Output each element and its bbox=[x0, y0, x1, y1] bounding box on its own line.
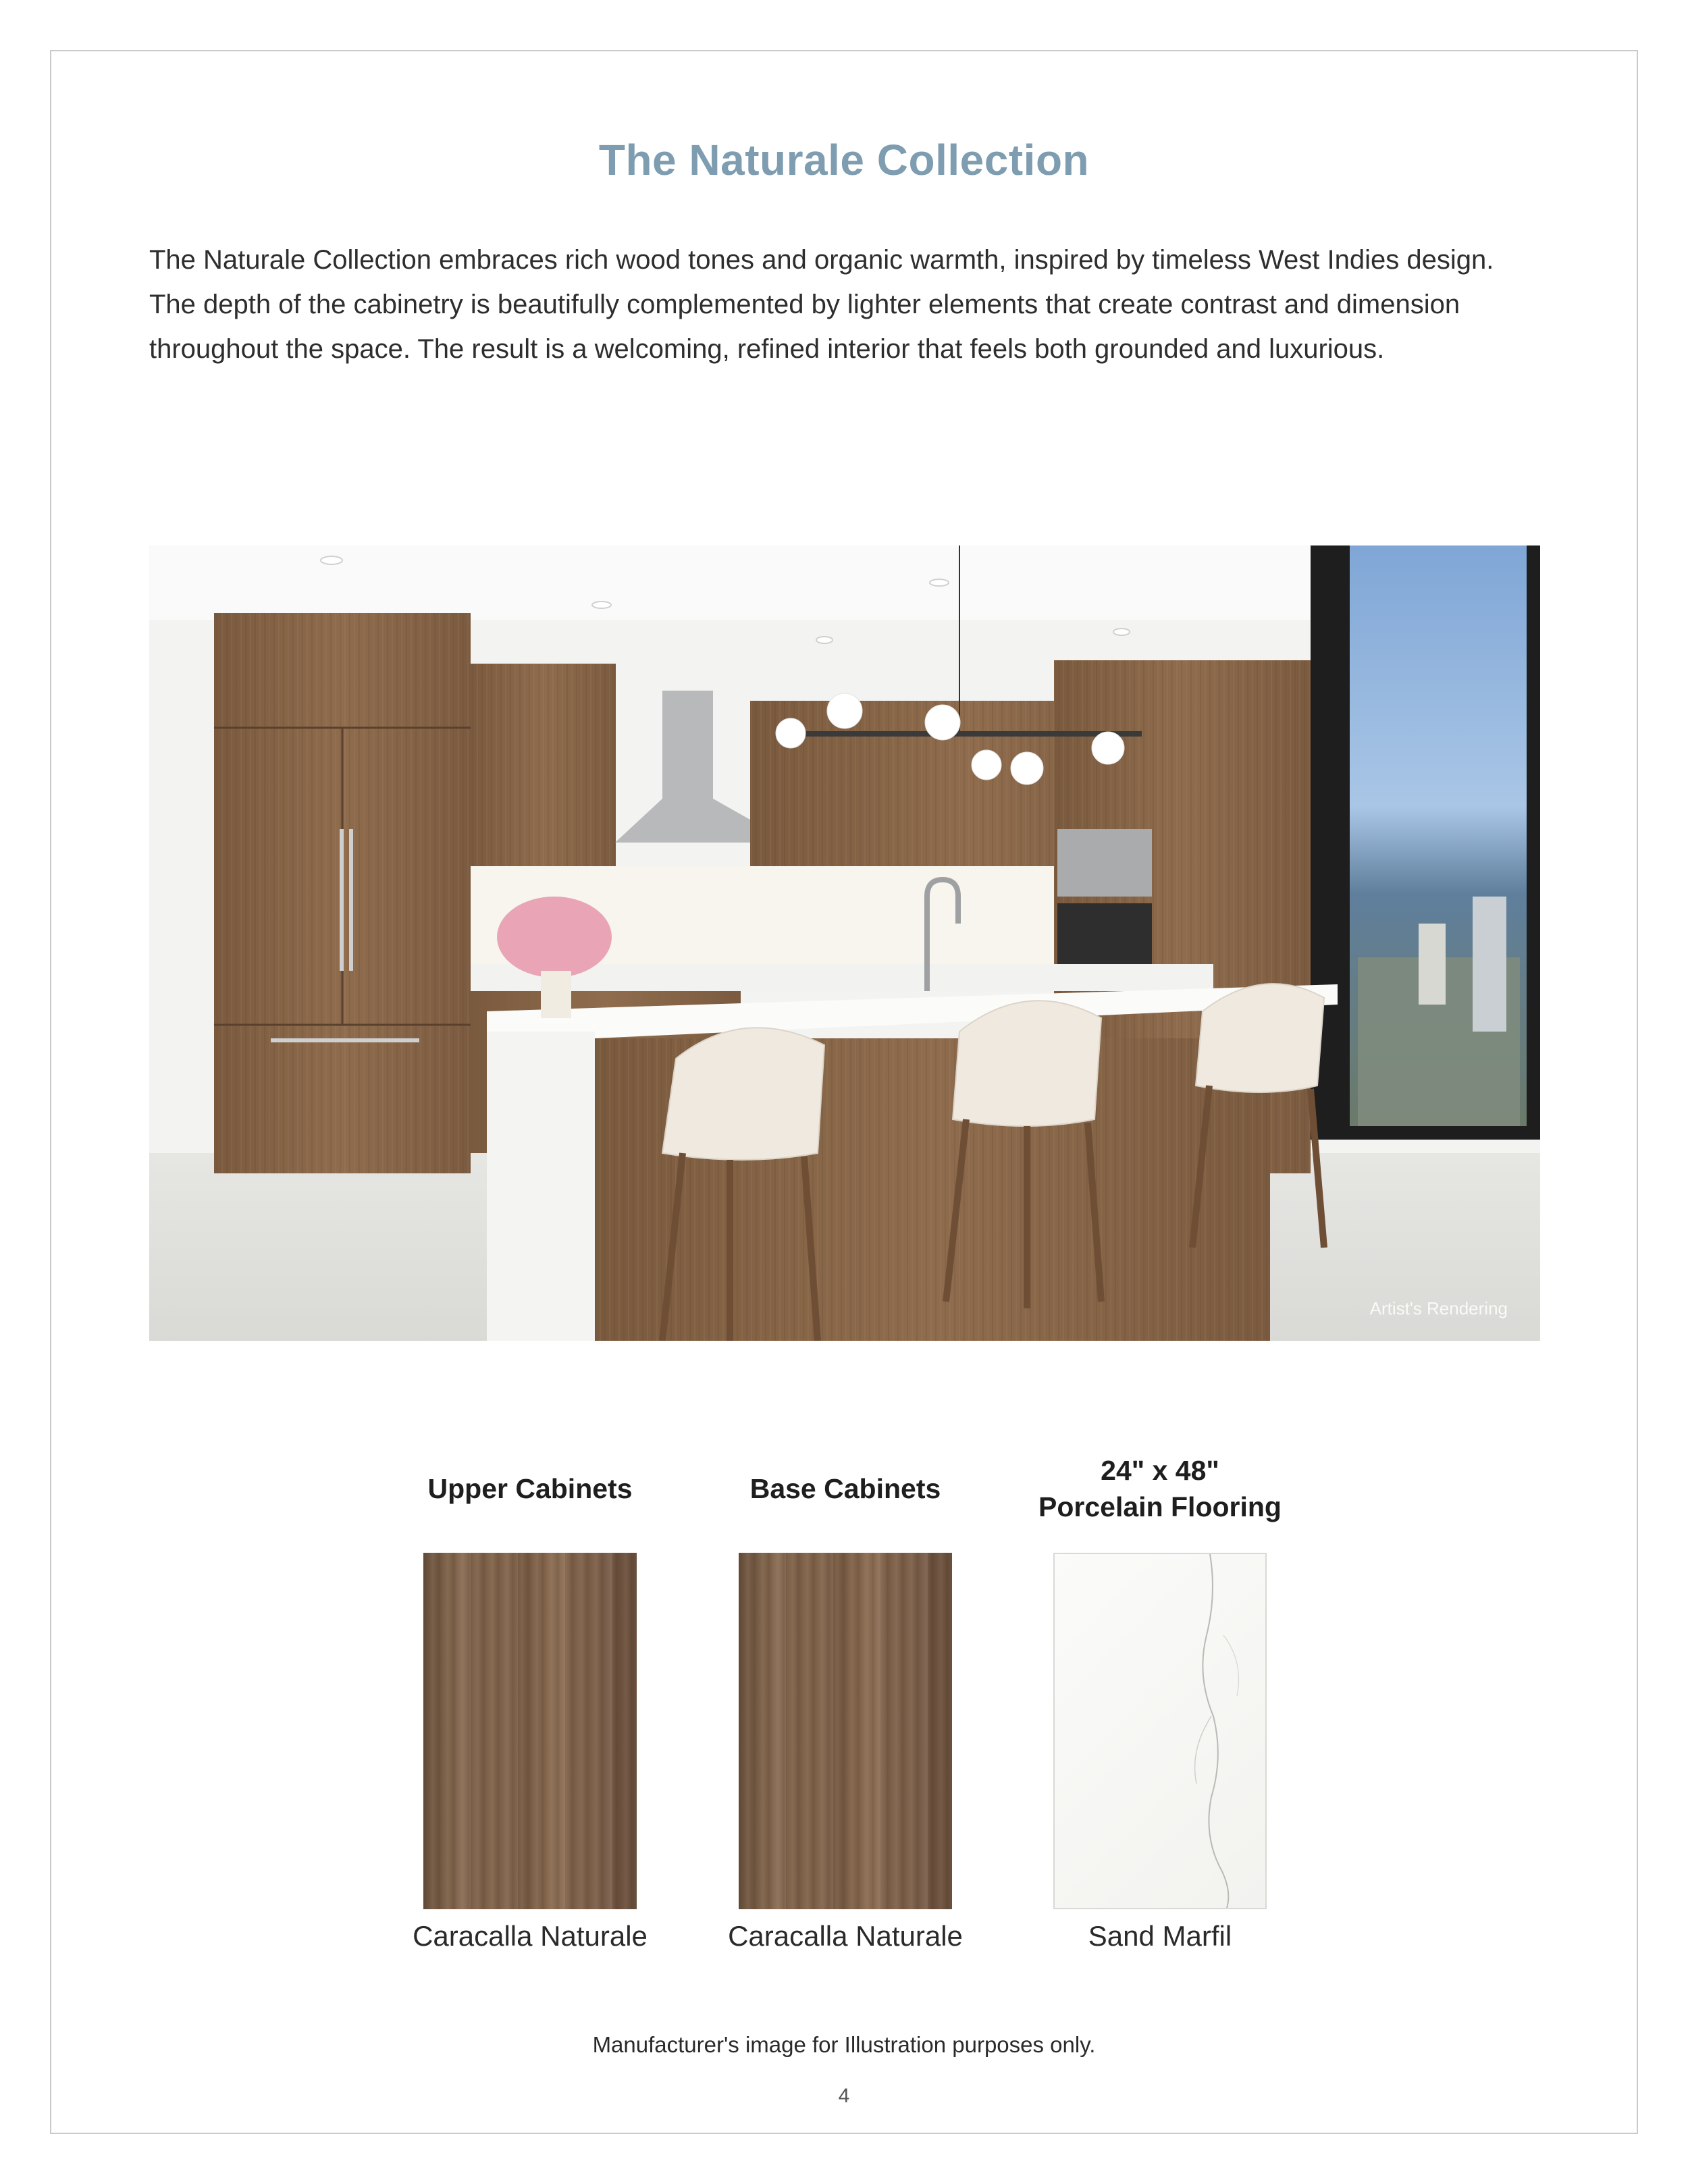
swatch-upper-cabinets bbox=[375, 1451, 685, 1952]
wood-finish-swatch bbox=[739, 1553, 952, 1909]
swatch-porcelain-flooring bbox=[1005, 1451, 1315, 1952]
swatch-heading bbox=[375, 1451, 685, 1526]
intro-line: The depth of the cabinetry is beautifully complemented by lighter elements that create contrast and dimension bbox=[149, 290, 1460, 319]
intro-line: throughout the space. The result is a welcoming, refined interior that feels both grounded and luxurious. bbox=[149, 334, 1385, 364]
swatch-heading-line: Upper Cabinets bbox=[427, 1473, 633, 1504]
kitchen-illustration bbox=[149, 545, 1540, 1341]
marble-veins bbox=[1055, 1554, 1265, 1908]
swatch-heading-line: Base Cabinets bbox=[749, 1473, 941, 1504]
swatch-heading-line: Porcelain Flooring bbox=[1038, 1491, 1282, 1522]
kitchen-rendering-image bbox=[149, 545, 1540, 1341]
swatch-name: Caracalla Naturale bbox=[413, 1920, 648, 1952]
intro-line: The Naturale Collection embraces rich wood tones and organic warmth, inspired by timeless West Indies design. bbox=[149, 245, 1494, 275]
wood-finish-swatch bbox=[423, 1553, 637, 1909]
swatch-heading bbox=[690, 1451, 1001, 1526]
swatch-heading-line: 24" x 48" bbox=[1101, 1455, 1219, 1486]
swatch-name: Sand Marfil bbox=[1088, 1920, 1232, 1952]
intro-paragraph bbox=[149, 238, 1554, 371]
swatch-name: Caracalla Naturale bbox=[728, 1920, 963, 1952]
page-number: 4 bbox=[838, 2085, 850, 2107]
marble-finish-swatch bbox=[1053, 1553, 1267, 1909]
artists-rendering-caption: Artist's Rendering bbox=[1369, 1298, 1508, 1319]
swatch-base-cabinets bbox=[690, 1451, 1001, 1952]
page-title: The Naturale Collection bbox=[598, 136, 1090, 184]
swatch-heading bbox=[1005, 1451, 1315, 1526]
illustration-disclaimer: Manufacturer's image for Illustration purposes only. bbox=[592, 2032, 1096, 2057]
